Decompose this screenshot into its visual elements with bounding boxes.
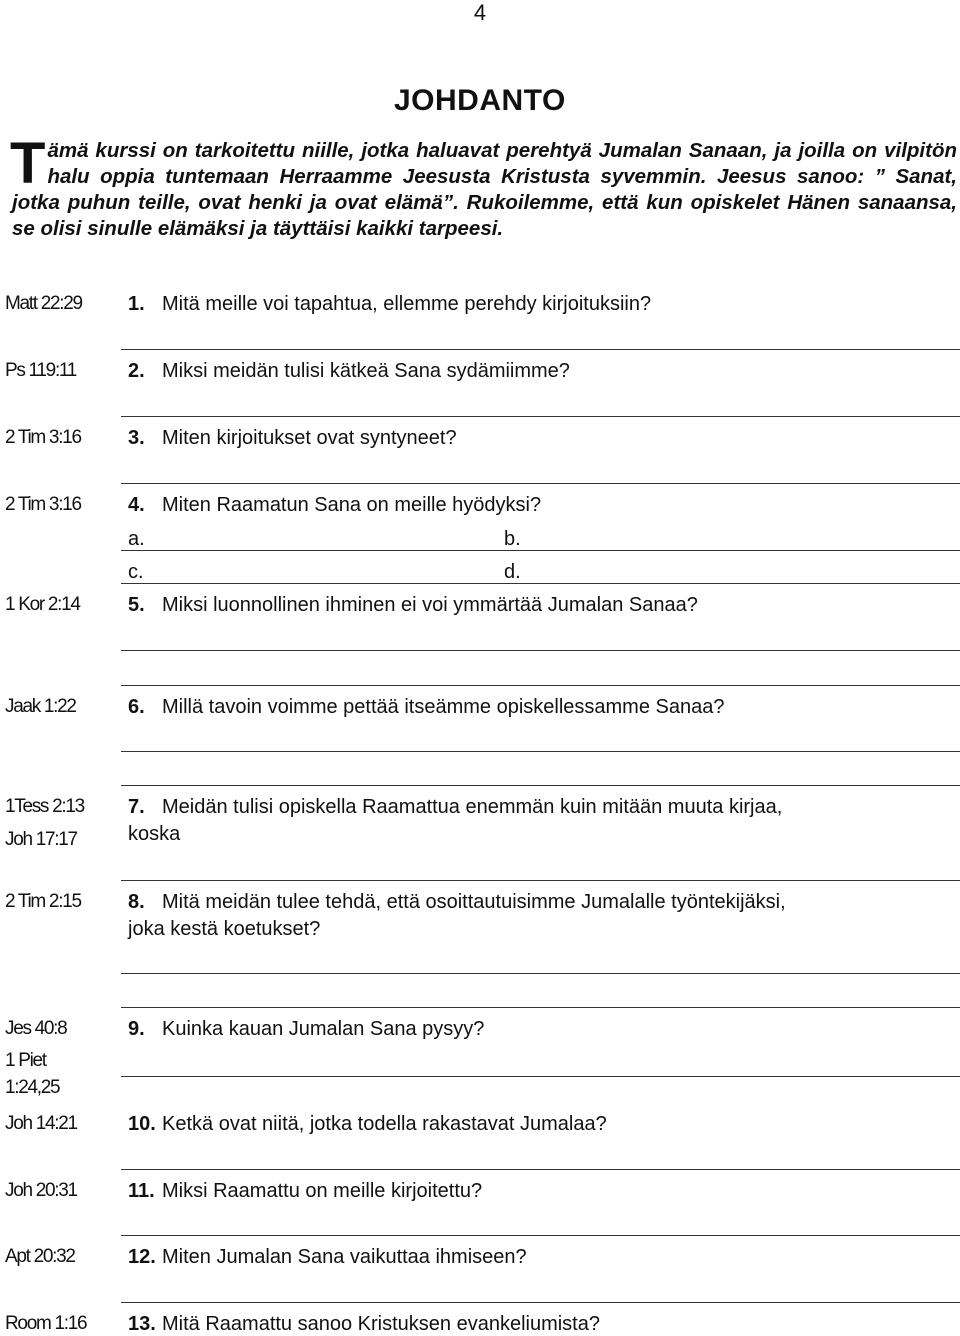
question-1 (128, 293, 651, 316)
question-7 (128, 796, 782, 819)
page-number: 4 (473, 0, 487, 25)
question-number: 3. (128, 427, 145, 449)
answer-line[interactable] (121, 880, 960, 881)
question-number: 11. (128, 1180, 155, 1202)
question-5 (128, 594, 698, 617)
question-9 (128, 1018, 484, 1041)
question-text: Miten kirjoitukset ovat syntyneet? (162, 427, 457, 449)
question-number: 7. (128, 796, 145, 818)
scripture-ref: Joh 17:17 (5, 829, 77, 850)
question-text: Kuinka kauan Jumalan Sana pysyy? (162, 1018, 485, 1040)
scripture-ref: 1:24,25 (5, 1077, 60, 1098)
answer-line[interactable] (121, 349, 960, 350)
question-text: Millä tavoin voimme pettää itseämme opiskellessamme Sanaa? (162, 696, 725, 718)
question-6 (128, 696, 724, 719)
answer-line[interactable] (121, 583, 960, 584)
drop-cap: T (10, 131, 46, 196)
answer-line[interactable] (121, 1235, 960, 1236)
answer-line[interactable] (121, 751, 960, 752)
sub-item-a: a. (128, 528, 145, 550)
answer-line[interactable] (121, 650, 960, 651)
question-text: Meidän tulisi opiskella Raamattua enemmän kuin mitään muuta kirjaa, (162, 796, 783, 818)
scripture-ref: Jaak 1:22 (5, 696, 76, 717)
question-8 (128, 891, 786, 914)
question-11 (128, 1180, 482, 1203)
page-title: JOHDANTO (394, 84, 566, 117)
question-number: 1. (128, 293, 145, 315)
question-text: Ketkä ovat niitä, jotka todella rakastavat Jumalaa? (162, 1113, 607, 1135)
scripture-ref: Apt 20:32 (5, 1246, 75, 1267)
scripture-ref: Ps 119:11 (5, 360, 77, 381)
question-2 (128, 360, 570, 383)
answer-line[interactable] (121, 973, 960, 974)
question-number: 2. (128, 360, 145, 382)
question-number: 9. (128, 1018, 145, 1040)
question-text: Miten Raamatun Sana on meille hyödyksi? (162, 494, 542, 516)
scripture-ref: 1Tess 2:13 (5, 796, 84, 817)
answer-line[interactable] (121, 416, 960, 417)
question-number: 12. (128, 1246, 156, 1268)
question-text: Mitä meidän tulee tehdä, että osoittautuisimme Jumalalle työntekijäksi, (162, 891, 786, 913)
question-number: 8. (128, 891, 145, 913)
question-text: Mitä Raamattu sanoo Kristuksen evankeliumista? (162, 1313, 600, 1335)
answer-line[interactable] (121, 1302, 960, 1303)
answer-line[interactable] (121, 1169, 960, 1170)
answer-line[interactable] (121, 1076, 960, 1077)
question-text: Miten Jumalan Sana vaikuttaa ihmiseen? (162, 1246, 527, 1268)
answer-line[interactable] (121, 785, 960, 786)
scripture-ref: Matt 22:29 (5, 293, 82, 314)
answer-line[interactable] (121, 483, 960, 484)
sub-item-d: d. (504, 561, 521, 583)
scripture-ref: Joh 14:21 (5, 1113, 77, 1134)
sub-item-b: b. (504, 528, 521, 550)
question-8-continuation: joka kestä koetukset? (128, 918, 321, 940)
scripture-ref: 2 Tim 2:15 (5, 891, 81, 912)
question-text: Miksi Raamattu on meille kirjoitettu? (162, 1180, 483, 1202)
question-12 (128, 1246, 527, 1269)
scripture-ref: 1 Kor 2:14 (5, 594, 80, 615)
question-4 (128, 494, 541, 517)
answer-line[interactable] (121, 685, 960, 686)
scripture-ref: Joh 20:31 (5, 1180, 77, 1201)
question-7-continuation: koska (128, 823, 181, 845)
question-3 (128, 427, 457, 450)
scripture-ref: 2 Tim 3:16 (5, 494, 81, 515)
question-text: Miksi meidän tulisi kätkeä Sana sydämiimme? (162, 360, 570, 382)
intro-paragraph (10, 131, 957, 242)
question-10 (128, 1113, 607, 1136)
sub-item-c: c. (128, 561, 144, 583)
question-number: 5. (128, 594, 145, 616)
question-number: 13. (128, 1313, 156, 1335)
question-number: 4. (128, 494, 145, 516)
question-number: 6. (128, 696, 145, 718)
scripture-ref: Jes 40:8 (5, 1018, 67, 1039)
scripture-ref: 2 Tim 3:16 (5, 427, 81, 448)
scripture-ref: Room 1:16 (5, 1313, 87, 1334)
intro-text: ämä kurssi on tarkoitettu niille, jotka haluavat perehtyä Jumalan Sanaan, ja joilla on vilpitön halu oppia tuntemaan Herraamme Jeesusta Kristusta syvemmin. Jeesus sanoo: ” Sanat, jotka puhun teille, ovat henki ja ovat elämä”. Rukoilemme, että kun opiskelet Hänen sanaansa, se olisi sinulle elämäksi ja täyttäisi kaikki tarpeesi. (12, 139, 957, 240)
question-text: Miksi luonnollinen ihminen ei voi ymmärtää Jumalan Sanaa? (162, 594, 698, 616)
question-text: Mitä meille voi tapahtua, ellemme perehdy kirjoituksiin? (162, 293, 652, 315)
question-number: 10. (128, 1113, 156, 1135)
scripture-ref: 1 Piet (5, 1050, 46, 1071)
answer-line[interactable] (121, 1007, 960, 1008)
answer-line[interactable] (121, 550, 960, 551)
